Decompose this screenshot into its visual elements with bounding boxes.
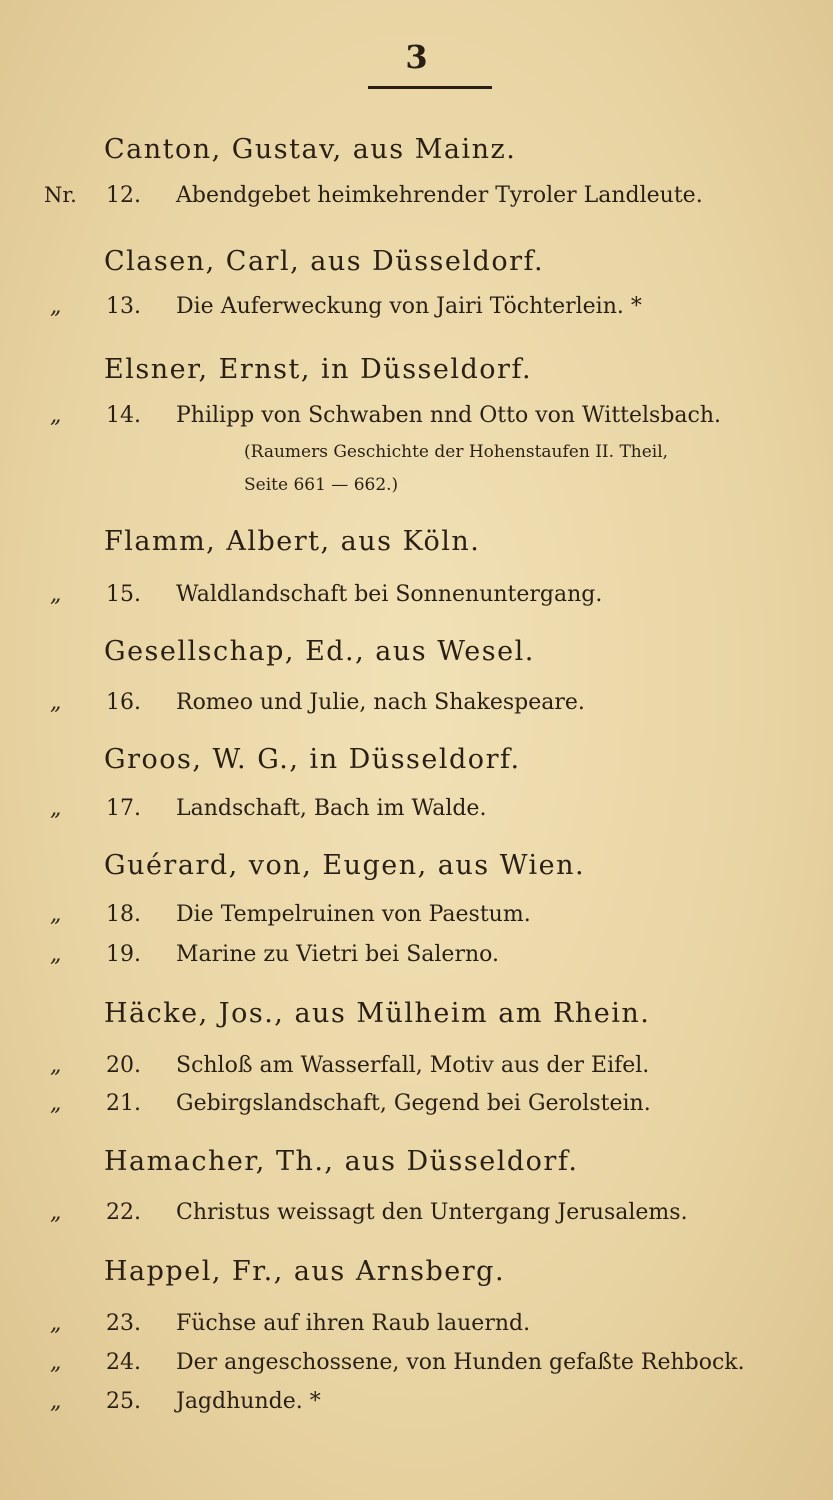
entry-prefix: „ [50, 1091, 62, 1116]
catalog-entry [0, 403, 833, 443]
entry-prefix: „ [50, 582, 62, 607]
catalog-entry [0, 902, 833, 942]
entry-number: 17. [106, 796, 141, 821]
catalog-entry [0, 796, 833, 836]
entry-title: Jagdhunde. * [176, 1389, 321, 1414]
catalog-entry [0, 690, 833, 730]
entry-number: 21. [106, 1091, 141, 1116]
catalog-entry [0, 1311, 833, 1351]
entry-title: Christus weissagt den Untergang Jerusalems. [176, 1200, 688, 1225]
entry-note: Seite 661 — 662.) [244, 475, 399, 495]
entry-prefix: „ [50, 1389, 62, 1414]
artist-heading: Flamm, Albert, aus Köln. [104, 526, 481, 557]
catalog-entry [0, 1350, 833, 1390]
catalog-entry [0, 582, 833, 622]
catalog-entry [0, 183, 833, 223]
entry-prefix: „ [50, 942, 62, 967]
artist-heading: Clasen, Carl, aus Düsseldorf. [104, 246, 545, 277]
entry-prefix: Nr. [44, 183, 77, 207]
entry-prefix: „ [50, 902, 62, 927]
entry-number: 18. [106, 902, 141, 927]
entry-number: 23. [106, 1311, 141, 1336]
entry-number: 20. [106, 1053, 141, 1078]
entry-number: 24. [106, 1350, 141, 1375]
artist-heading: Guérard, von, Eugen, aus Wien. [104, 850, 586, 881]
artist-heading: Gesellschap, Ed., aus Wesel. [104, 636, 535, 667]
entry-number: 12. [106, 183, 141, 208]
entry-prefix: „ [50, 796, 62, 821]
entry-prefix: „ [50, 1350, 62, 1375]
artist-heading: Groos, W. G., in Düsseldorf. [104, 744, 521, 775]
entry-prefix: „ [50, 1311, 62, 1336]
entry-prefix: „ [50, 690, 62, 715]
entry-prefix: „ [50, 1053, 62, 1078]
entry-title: Landschaft, Bach im Walde. [176, 796, 487, 821]
catalog-entry [0, 294, 833, 334]
catalog-entry [0, 1389, 833, 1429]
entry-note: (Raumers Geschichte der Hohenstaufen II. Theil, [244, 442, 669, 462]
entry-prefix: „ [50, 294, 62, 319]
entry-number: 22. [106, 1200, 141, 1225]
entry-number: 16. [106, 690, 141, 715]
entry-title: Gebirgslandschaft, Gegend bei Gerolstein. [176, 1091, 651, 1116]
entry-prefix: „ [50, 403, 62, 428]
entry-title: Schloß am Wasserfall, Motiv aus der Eifel. [176, 1053, 650, 1078]
header-rule [368, 86, 492, 89]
entry-title: Philipp von Schwaben nnd Otto von Wittelsbach. [176, 403, 722, 428]
artist-heading: Hamacher, Th., aus Düsseldorf. [104, 1146, 579, 1177]
entry-title: Die Auferweckung von Jairi Töchterlein. * [176, 294, 642, 319]
entry-title: Marine zu Vietri bei Salerno. [176, 942, 499, 967]
catalog-entry [0, 942, 833, 982]
entry-title: Waldlandschaft bei Sonnenuntergang. [176, 582, 603, 607]
artist-heading: Happel, Fr., aus Arnsberg. [104, 1256, 506, 1287]
entry-title: Füchse auf ihren Raub lauernd. [176, 1311, 531, 1336]
entry-title: Die Tempelruinen von Paestum. [176, 902, 531, 927]
entry-number: 15. [106, 582, 141, 607]
artist-heading: Häcke, Jos., aus Mülheim am Rhein. [104, 998, 651, 1029]
page-number: 3 [405, 38, 428, 76]
entry-title: Der angeschossene, von Hunden gefaßte Rehbock. [176, 1350, 745, 1375]
entry-number: 13. [106, 294, 141, 319]
entry-prefix: „ [50, 1200, 62, 1225]
entry-title: Abendgebet heimkehrender Tyroler Landleute. [176, 183, 703, 208]
artist-heading: Canton, Gustav, aus Mainz. [104, 134, 517, 165]
entry-number: 14. [106, 403, 141, 428]
artist-heading: Elsner, Ernst, in Düsseldorf. [104, 354, 533, 385]
catalog-entry [0, 1053, 833, 1093]
entry-title: Romeo und Julie, nach Shakespeare. [176, 690, 585, 715]
entry-number: 19. [106, 942, 141, 967]
catalog-entry [0, 1200, 833, 1240]
entry-number: 25. [106, 1389, 141, 1414]
catalog-entry [0, 1091, 833, 1131]
